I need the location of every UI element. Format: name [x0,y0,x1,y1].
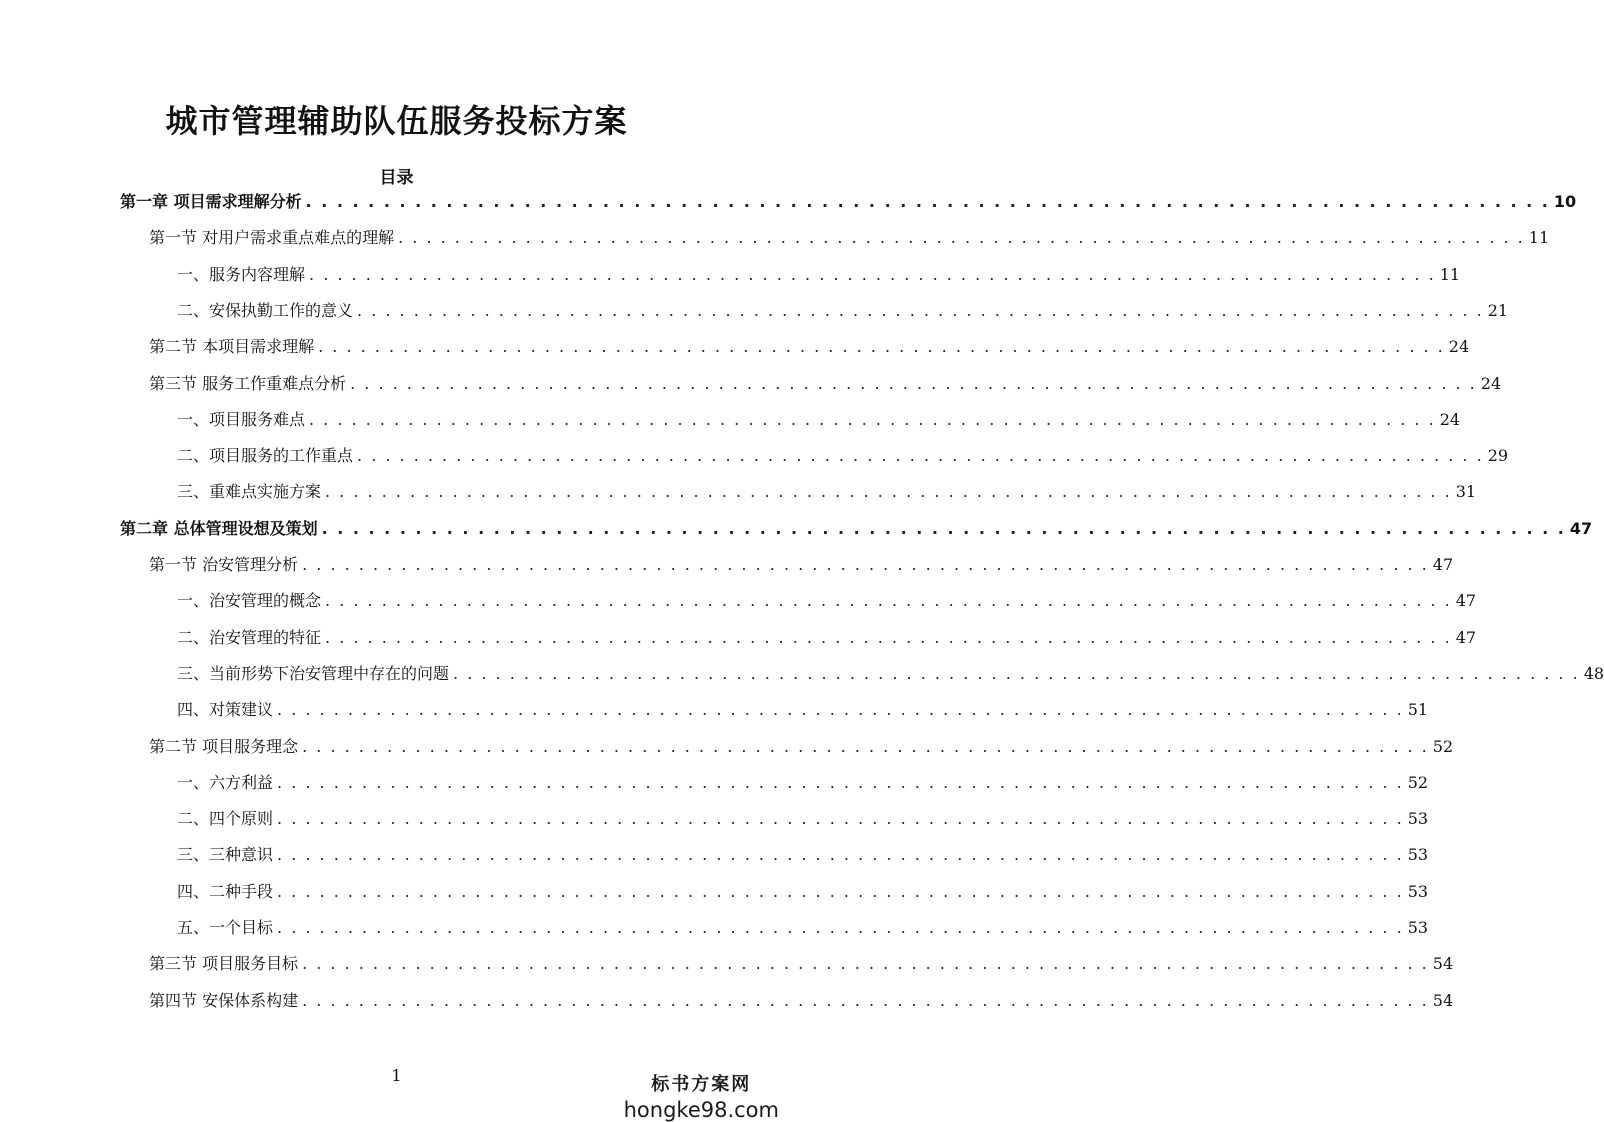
toc-leader-dots: . . . . . . . . . . . . . . . . . . . . . . . . . . . . . . . . . . . . . . . . . . . . . . . . . . . . . . . . . . . . . . . . . . . . . . . . . . . . . . . . [309,409,1436,429]
toc-entry-page: 47 [1432,555,1454,574]
toc-entry-page: 51 [1407,700,1429,720]
toc-entry-page: 10 [1553,192,1577,211]
toc-entry-page: 47 [1455,591,1477,611]
toc-leader-dots: . . . . . . . . . . . . . . . . . . . . . . . . . . . . . . . . . . . . . . . . . . . . . . . . . . . . . . . . . . . . . . . . . . . . . . . . . . . . . . . . [325,482,1452,502]
toc-leader-dots: . . . . . . . . . . . . . . . . . . . . . . . . . . . . . . . . . . . . . . . . . . . . . . . . . . . . . . . . . . . . . . . . . . . . . . . . . . . . . . . . [302,954,1429,974]
toc-leader-dots: . . . . . . . . . . . . . . . . . . . . . . . . . . . . . . . . . . . . . . . . . . . . . . . . . . . . . . . . . . . . . . . . . . . . . . . . . . . . . . . . [302,990,1429,1010]
toc-entry[interactable] [177,479,1477,503]
toc-entry-page: 29 [1487,446,1509,466]
toc-entry-page: 52 [1432,736,1454,756]
toc-entry-label: 三、三种意识 [177,845,274,865]
toc-entry-label: 二、安保执勤工作的意义 [177,300,354,320]
toc-entry-label: 第二节 项目服务理念 [149,736,299,756]
toc-entry[interactable] [149,988,1454,1012]
toc-entry-page: 24 [1480,373,1502,393]
toc-entry[interactable] [177,915,1429,939]
toc-entry-page: 53 [1407,809,1429,829]
watermark-brand: 标书方案网 [651,1074,752,1095]
toc-leader-dots: . . . . . . . . . . . . . . . . . . . . . . . . . . . . . . . . . . . . . . . . . . . . . . . . . . . . . . . . . . . . . . . . . . . . . . . . . . . . . . . . [309,264,1436,284]
toc-entry[interactable] [177,697,1429,721]
toc-entry-label: 一、服务内容理解 [177,264,306,284]
toc-leader-dots: . . . . . . . . . . . . . . . . . . . . . . . . . . . . . . . . . . . . . . . . . . . . . . . . . . . . . . . . . . . . . . . . . . . . . . . . . . . . . . . . [325,591,1452,611]
toc-entry-label: 第一节 对用户需求重点难点的理解 [149,228,395,248]
toc-entry-label: 第一节 治安管理分析 [149,555,299,574]
toc-entry-label: 三、重难点实施方案 [177,482,322,502]
toc-entry-page: 54 [1432,990,1454,1010]
toc-entry-page: 47 [1569,518,1593,538]
toc-entry-page: 54 [1432,954,1454,974]
toc-leader-dots: . . . . . . . . . . . . . . . . . . . . . . . . . . . . . . . . . . . . . . . . . . . . . . . . . . . . . . . . . . . . . . . . . . . . . . . . . . . . . . . . [277,809,1404,829]
toc-leader-dots: . . . . . . . . . . . . . . . . . . . . . . . . . . . . . . . . . . . . . . . . . . . . . . . . . . . . . . . . . . . . . . . . . . . . . . . . . . . . . . . . [357,300,1484,320]
toc-entry-label: 四、二种手段 [177,881,274,901]
toc-leader-dots: . . . . . . . . . . . . . . . . . . . . . . . . . . . . . . . . . . . . . . . . . . . . . . . . . . . . . . . . . . . . . . . . . . . . . . . . . . . . . . . . [277,881,1404,901]
toc-entry[interactable] [120,516,1593,540]
toc-entry-page: 47 [1455,627,1477,647]
toc-leader-dots: . . . . . . . . . . . . . . . . . . . . . . . . . . . . . . . . . . . . . . . . . . . . . . . . . . . . . . . . . . . . . . . . . . . . . . . . . . . . . . . . [277,700,1404,720]
toc-entry-label: 一、项目服务难点 [177,409,306,429]
toc-leader-dots: . . . . . . . . . . . . . . . . . . . . . . . . . . . . . . . . . . . . . . . . . . . . . . . . . . . . . . . . . . . . . . . . . . . . . . . . . . . . . . . . [357,446,1484,466]
toc-entry-page: 53 [1407,845,1429,865]
document-title: 城市管理辅助队伍服务投标方案 [165,102,628,140]
toc-entry[interactable] [149,734,1454,758]
toc-leader-dots: . . . . . . . . . . . . . . . . . . . . . . . . . . . . . . . . . . . . . . . . . . . . . . . . . . . . . . . . . . . . . . . . . . . . . . . . . . . . . . . . [318,337,1445,357]
toc-entry[interactable] [177,588,1477,612]
toc-leader-dots: . . . . . . . . . . . . . . . . . . . . . . . . . . . . . . . . . . . . . . . . . . . . . . . . . . . . . . . . . . . . . . . . . . . . . . . . . . . . . . . . [277,845,1404,865]
toc-entry[interactable] [149,951,1454,975]
toc-entry[interactable] [177,298,1509,322]
toc-leader-dots: . . . . . . . . . . . . . . . . . . . . . . . . . . . . . . . . . . . . . . . . . . . . . . . . . . . . . . . . . . . . . . . . . . . . . . . . . . . . . . . . [453,663,1580,683]
toc-entry-page: 11 [1528,228,1550,248]
toc-entry-label: 二、治安管理的特征 [177,627,322,647]
toc-heading: 目录 [379,168,414,188]
toc-entry-page: 52 [1407,772,1429,792]
toc-entry-label: 一、六方利益 [177,772,274,792]
toc-leader-dots: . . . . . . . . . . . . . . . . . . . . . . . . . . . . . . . . . . . . . . . . . . . . . . . . . . . . . . . . . . . . . . . . . . . . . . . . . . . . . . . . [398,228,1525,248]
toc-entry[interactable] [177,262,1461,286]
toc-leader-dots: . . . . . . . . . . . . . . . . . . . . . . . . . . . . . . . . . . . . . . . . . . . . . . . . . . . . . . . . . . . . . . . . . . . . . . . . . . . . . . . . [302,736,1429,756]
toc-entry-page: 24 [1439,409,1461,429]
toc-entry[interactable] [177,625,1477,649]
toc-entry[interactable] [177,842,1429,866]
toc-entry-label: 第四节 安保体系构建 [149,990,299,1010]
toc-entry[interactable] [149,552,1454,576]
page-number: 1 [391,1066,402,1085]
toc-entry[interactable] [177,770,1429,794]
toc-leader-dots: . . . . . . . . . . . . . . . . . . . . . . . . . . . . . . . . . . . . . . . . . . . . . . . . . . . . . . . . . . . . . . . . . . . . . . . . . . . . . . . . [325,627,1452,647]
toc-leader-dots: . . . . . . . . . . . . . . . . . . . . . . . . . . . . . . . . . . . . . . . . . . . . . . . . . . . . . . . . . . . . . . . . . . . . . . . . . . . . . . . . [305,192,1550,211]
toc-leader-dots: . . . . . . . . . . . . . . . . . . . . . . . . . . . . . . . . . . . . . . . . . . . . . . . . . . . . . . . . . . . . . . . . . . . . . . . . . . . . . . . . [302,555,1429,574]
toc-entry-label: 一、治安管理的概念 [177,591,322,611]
toc-entry-label: 第三节 项目服务目标 [149,954,299,974]
toc-entry[interactable] [177,879,1429,903]
toc-entry[interactable] [149,225,1550,249]
toc-entry-label: 第三节 服务工作重难点分析 [149,373,347,393]
toc-entry[interactable] [177,661,1604,685]
watermark-url: hongke98.com [623,1098,779,1122]
toc-entry[interactable] [177,407,1461,431]
toc-entry-label: 第二章 总体管理设想及策划 [120,518,318,538]
toc-entry-label: 二、四个原则 [177,809,274,829]
toc-entry[interactable] [149,334,1470,358]
toc-entry[interactable] [149,371,1502,395]
toc-entry-page: 21 [1487,300,1509,320]
toc-entry-label: 第一章 项目需求理解分析 [120,192,302,211]
toc-entry[interactable] [177,443,1509,467]
toc-entry-page: 24 [1448,337,1470,357]
toc-leader-dots: . . . . . . . . . . . . . . . . . . . . . . . . . . . . . . . . . . . . . . . . . . . . . . . . . . . . . . . . . . . . . . . . . . . . . . . . . . . . . . . . [277,918,1404,937]
toc-entry-page: 48 [1583,663,1604,683]
toc-entry[interactable] [120,189,1577,213]
toc-entry-label: 三、当前形势下治安管理中存在的问题 [177,663,450,683]
toc-entry-label: 四、对策建议 [177,700,274,720]
toc-entry-page: 11 [1439,264,1461,284]
toc-entry-page: 31 [1455,482,1477,502]
toc-entry-page: 53 [1407,881,1429,901]
toc-entry-label: 二、项目服务的工作重点 [177,446,354,466]
toc-entry-label: 第二节 本项目需求理解 [149,337,315,357]
toc-leader-dots: . . . . . . . . . . . . . . . . . . . . . . . . . . . . . . . . . . . . . . . . . . . . . . . . . . . . . . . . . . . . . . . . . . . . . . . . . . . . . . . . [350,373,1477,393]
toc-entry-label: 五、一个目标 [177,918,274,937]
toc-leader-dots: . . . . . . . . . . . . . . . . . . . . . . . . . . . . . . . . . . . . . . . . . . . . . . . . . . . . . . . . . . . . . . . . . . . . . . . . . . . . . . . . [321,518,1566,538]
toc-entry[interactable] [177,806,1429,830]
toc-leader-dots: . . . . . . . . . . . . . . . . . . . . . . . . . . . . . . . . . . . . . . . . . . . . . . . . . . . . . . . . . . . . . . . . . . . . . . . . . . . . . . . . [277,772,1404,792]
watermark-logo [624,1070,779,1122]
toc-entry-page: 53 [1407,918,1429,937]
